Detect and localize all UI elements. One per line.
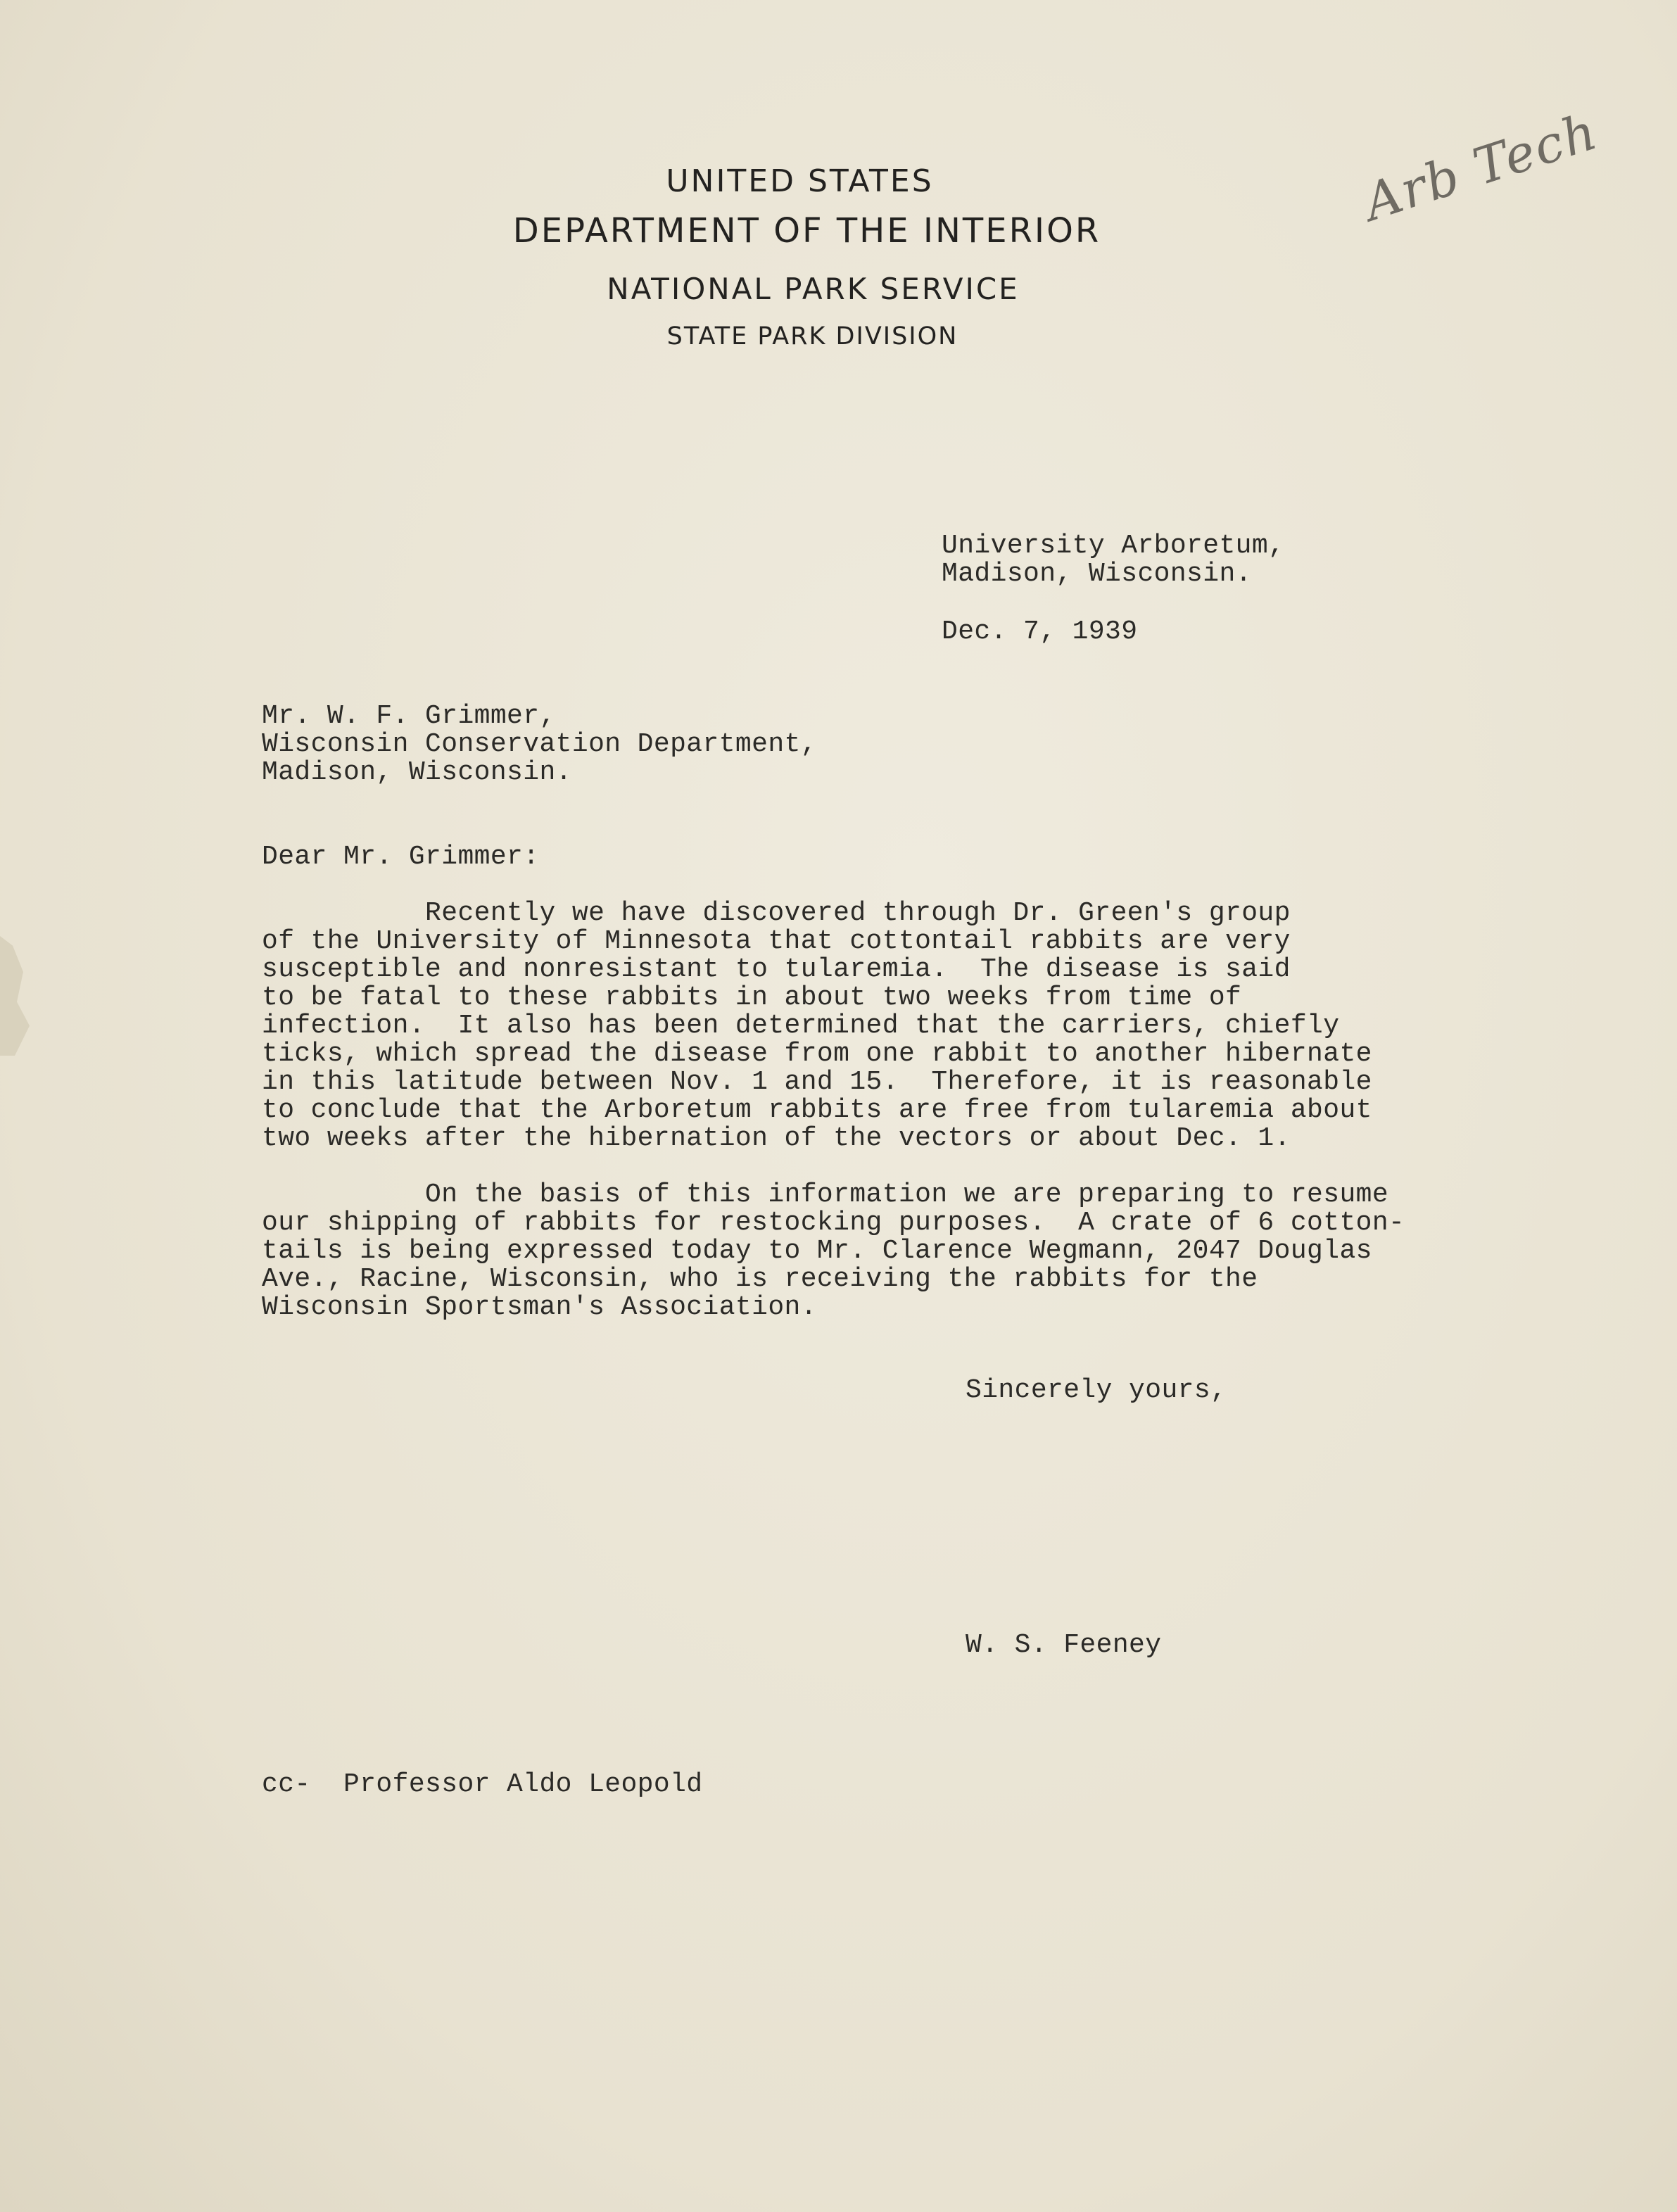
letterhead-division: STATE PARK DIVISION	[666, 322, 958, 350]
torn-edge	[0, 936, 42, 1056]
paragraph-line: Wisconsin Sportsman's Association.	[262, 1292, 817, 1322]
salutation: Dear Mr. Grimmer:	[262, 842, 540, 872]
paragraph-line: two weeks after the hibernation of the vectors or about Dec. 1.	[262, 1123, 1291, 1154]
recipient-line2: Wisconsin Conservation Department,	[262, 729, 817, 759]
letterhead-department: DEPARTMENT OF THE INTERIOR	[512, 211, 1101, 251]
letterhead-service: NATIONAL PARK SERVICE	[607, 272, 1020, 306]
letter-date: Dec. 7, 1939	[942, 617, 1138, 647]
paragraph-line: of the University of Minnesota that cottontail rabbits are very	[262, 926, 1291, 956]
signature: W. S. Feeney	[966, 1630, 1162, 1660]
body-paragraph-1	[262, 899, 1493, 1153]
paragraph-line: susceptible and nonresistant to tularemia. The disease is said	[262, 954, 1291, 985]
paragraph-line: Ave., Racine, Wisconsin, who is receiving the rabbits for the	[262, 1264, 1258, 1294]
paragraph-line: tails is being expressed today to Mr. Clarence Wegmann, 2047 Douglas	[262, 1236, 1372, 1266]
paragraph-line: to be fatal to these rabbits in about two weeks from time of	[262, 982, 1242, 1013]
body-paragraph-2	[262, 1181, 1493, 1322]
sender-address-line1: University Arboretum,	[942, 531, 1285, 561]
recipient-line1: Mr. W. F. Grimmer,	[262, 701, 556, 731]
paragraph-line: infection. It also has been determined that the carriers, chiefly	[262, 1011, 1340, 1041]
paragraph-line: ticks, which spread the disease from one rabbit to another hibernate	[262, 1039, 1372, 1069]
paragraph-line: On the basis of this information we are preparing to resume	[262, 1180, 1389, 1210]
sender-address-line2: Madison, Wisconsin.	[942, 559, 1252, 589]
paragraph-line: Recently we have discovered through Dr. Green's group	[262, 898, 1291, 928]
recipient-line3: Madison, Wisconsin.	[262, 757, 572, 788]
closing: Sincerely yours,	[966, 1375, 1227, 1405]
cc-line: cc- Professor Aldo Leopold	[262, 1769, 703, 1800]
paragraph-line: our shipping of rabbits for restocking purposes. A crate of 6 cotton-	[262, 1208, 1405, 1238]
paragraph-line: in this latitude between Nov. 1 and 15. Therefore, it is reasonable	[262, 1067, 1372, 1097]
paragraph-line: to conclude that the Arboretum rabbits are free from tularemia about	[262, 1095, 1372, 1125]
letterhead-agency: UNITED STATES	[666, 163, 934, 199]
handwritten-note: Arb Tech	[1357, 101, 1605, 232]
